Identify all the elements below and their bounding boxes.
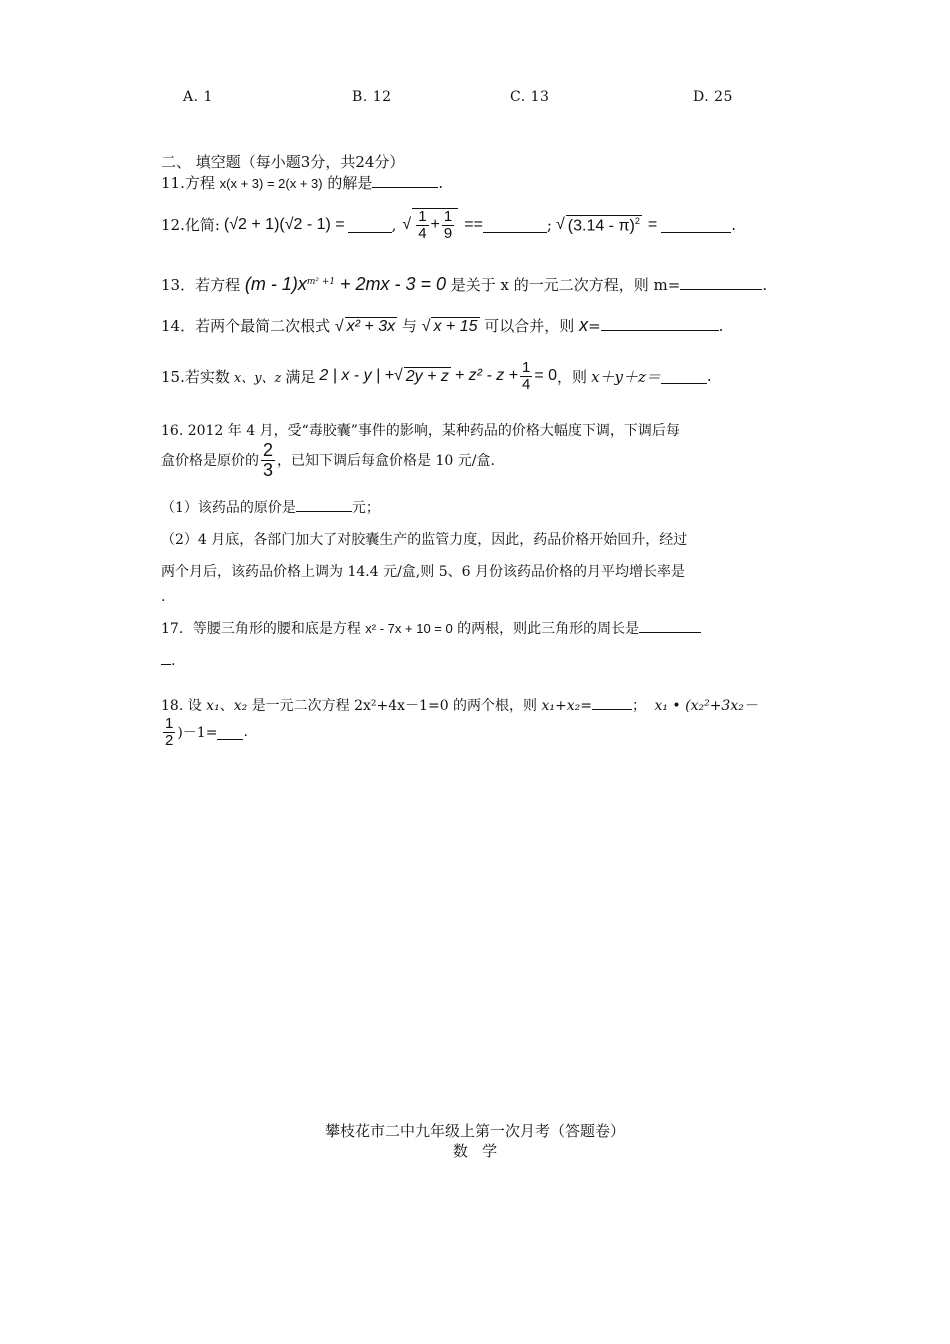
q18-line-2 bbox=[161, 716, 248, 749]
q12-frac2-num: 1 bbox=[443, 208, 453, 225]
q13-exponent: m² +1 bbox=[306, 277, 336, 287]
q12-part3 bbox=[566, 215, 642, 235]
question-12: 12.化简: (√2 + 1)(√2 - 1) = , √ $\frac{1}{4}$ + $\frac{1}{9}$ == ; √ (3.14 - π)$^2$ = . bbox=[161, 208, 736, 242]
q11-suffix: 的解是 bbox=[327, 174, 373, 192]
q16-sub-1b: 元； bbox=[351, 500, 380, 516]
q11-end: . bbox=[438, 174, 444, 192]
section-title: 二、 填空题（每小题3分，共24分） bbox=[161, 153, 405, 171]
q18-product: x₁ • (x₂²+3x₂－ bbox=[654, 698, 758, 714]
q17-prefix: 17．等腰三角形的腰和底是方程 bbox=[161, 621, 361, 637]
q17-answer-blank-cont[interactable] bbox=[161, 650, 171, 665]
q12-sep2: ; bbox=[546, 215, 552, 234]
q14-mid: 与 bbox=[401, 317, 417, 335]
q18-frac-den: 2 bbox=[165, 731, 174, 749]
q15-equation-3: = 0 bbox=[534, 367, 558, 385]
q12-frac2-den: 9 bbox=[443, 224, 453, 242]
q12-part3-base: (3.14 - π) bbox=[567, 216, 635, 234]
q13-equation-2: + 2mx - 3 = 0 bbox=[339, 274, 446, 294]
q15-radical: 2y + z bbox=[405, 367, 449, 385]
q16-line-1: 16. 2012 年 4 月，受“毒胶囊”事件的影响，某种药品的价格大幅度下调，下调后每 bbox=[161, 423, 680, 439]
q18-answer-blank-1[interactable] bbox=[592, 695, 632, 710]
q18-line-1b: 是一元二次方程 2x²+4x－1=0 的两个根，则 bbox=[251, 698, 538, 714]
q16-answer-blank-1[interactable] bbox=[296, 497, 352, 512]
q16-sub-2b: 两个月后，该药品价格上调为 14.4 元/盒,则 5、6 月份该药品价格的月平均增长率是 bbox=[161, 564, 685, 580]
q14-end: . bbox=[718, 317, 724, 335]
q15-frac-den: 4 bbox=[522, 375, 531, 393]
q14-radical-1: x² + 3x bbox=[346, 318, 396, 335]
q12-radical: $\frac{1}{4}$ + $\frac{1}{9}$ bbox=[412, 208, 458, 242]
q15-equation-1: 2 | x - y | + bbox=[319, 367, 394, 385]
q12-blank-2[interactable] bbox=[483, 217, 547, 233]
q16-line-2 bbox=[161, 441, 495, 480]
q11-answer-blank[interactable] bbox=[372, 172, 438, 188]
question-17 bbox=[161, 618, 701, 638]
q12-frac1-num: 1 bbox=[418, 208, 427, 225]
q12-equals: == bbox=[464, 215, 483, 233]
q13-suffix: 是关于 x 的一元二次方程，则 m= bbox=[450, 276, 681, 294]
q14-prefix: 14．若两个最简二次根式 bbox=[161, 317, 331, 335]
q17-end: . bbox=[171, 653, 176, 669]
q13-answer-blank[interactable] bbox=[680, 274, 762, 290]
q15-mid: 满足 bbox=[285, 367, 316, 386]
footer-title: 攀枝花市二中九年级上第一次月考（答题卷） bbox=[324, 1122, 625, 1140]
q14-variable: x bbox=[579, 315, 589, 335]
q12-equals-2: = bbox=[647, 215, 658, 233]
q12-blank-3[interactable] bbox=[661, 217, 731, 233]
option-b: B. 12 bbox=[352, 89, 392, 105]
footer-subject: 数 学 bbox=[452, 1142, 498, 1160]
option-d: D. 25 bbox=[693, 89, 733, 105]
q18-semicolon: ； bbox=[632, 698, 646, 714]
q12-frac1-den: 4 bbox=[418, 224, 427, 242]
option-c: C. 13 bbox=[510, 89, 550, 105]
q12-prefix: 12.化简: bbox=[161, 216, 220, 235]
q13-equation: (m - 1)x bbox=[244, 274, 307, 294]
q17-answer-blank[interactable] bbox=[639, 618, 701, 633]
q11-prefix: 11.方程 bbox=[161, 174, 215, 192]
q17-suffix: 的两根，则此三角形的周长是 bbox=[457, 621, 640, 637]
q15-expression: x＋y＋z＝ bbox=[591, 367, 661, 386]
q12-sep1: , bbox=[391, 215, 397, 234]
q18-line-1a: 18. 设 bbox=[161, 698, 202, 714]
q15-answer-blank[interactable] bbox=[661, 368, 707, 384]
q14-answer-blank[interactable] bbox=[601, 315, 719, 331]
q15-equation-2: + z² - z + bbox=[454, 367, 519, 385]
q15-variables: x、y、z bbox=[233, 370, 282, 386]
q14-equals: = bbox=[588, 317, 601, 335]
q16-sub-1a: （1）该药品的原价是 bbox=[161, 500, 296, 516]
q12-end: . bbox=[731, 215, 736, 234]
q18-frac-num: 1 bbox=[165, 715, 174, 732]
q13-prefix: 13．若方程 bbox=[161, 276, 241, 294]
q17-line-2 bbox=[161, 650, 175, 669]
q16-sub-2a: （2）4 月底，各部门加大了对胶囊生产的监管力度，因此，药品价格开始回升，经过 bbox=[161, 532, 688, 548]
q18-x2: x₂ bbox=[233, 698, 248, 714]
q11-equation: x(x + 3) = 2(x + 3) bbox=[219, 176, 323, 191]
q16-sub-1 bbox=[161, 497, 380, 517]
q18-line-2-text: )－1= bbox=[177, 725, 218, 742]
question-11 bbox=[161, 172, 443, 193]
q18-sep: 、 bbox=[219, 698, 234, 714]
question-13 bbox=[161, 274, 767, 295]
option-a: A. 1 bbox=[183, 89, 213, 105]
q18-x1: x₁ bbox=[206, 698, 220, 714]
q15-end: . bbox=[706, 367, 712, 386]
q16-frac-num: 2 bbox=[263, 440, 274, 460]
q15-suffix: ，则 bbox=[557, 367, 588, 386]
q15-frac-num: 1 bbox=[522, 359, 531, 376]
q16-sub-2c: . bbox=[161, 589, 166, 605]
q14-suffix: 可以合并，则 bbox=[484, 317, 575, 335]
question-14: 14．若两个最简二次根式 √ x² + 3x 与 √ x + 15 可以合并，则 x= . bbox=[161, 315, 724, 335]
q13-end: . bbox=[762, 276, 768, 294]
q17-equation: x² - 7x + 10 = 0 bbox=[365, 621, 453, 636]
q16-line-2b: ，已知下调后每盒价格是 10 元/盒. bbox=[277, 453, 495, 470]
q14-radical-2: x + 15 bbox=[433, 318, 478, 335]
q15-prefix: 15.若实数 bbox=[161, 367, 230, 386]
q16-line-2a: 盒价格是原价的 bbox=[161, 453, 259, 470]
q12-blank-1[interactable] bbox=[348, 217, 392, 233]
question-15: 15.若实数 x、y、z 满足 2 | x - y | + √ 2y + z + z² - z + $\frac{1}{4}$ = 0 ，则 x＋y＋z＝ . bbox=[161, 359, 712, 393]
q12-part3-exp: 2 bbox=[634, 215, 640, 226]
q12-part1: (√2 + 1)(√2 - 1) = bbox=[223, 215, 345, 233]
q18-answer-blank-2[interactable] bbox=[217, 725, 243, 740]
q16-frac-den: 3 bbox=[263, 459, 274, 480]
question-18 bbox=[161, 695, 758, 715]
q18-end: . bbox=[243, 724, 248, 741]
q18-sum: x₁+x₂= bbox=[541, 698, 592, 714]
